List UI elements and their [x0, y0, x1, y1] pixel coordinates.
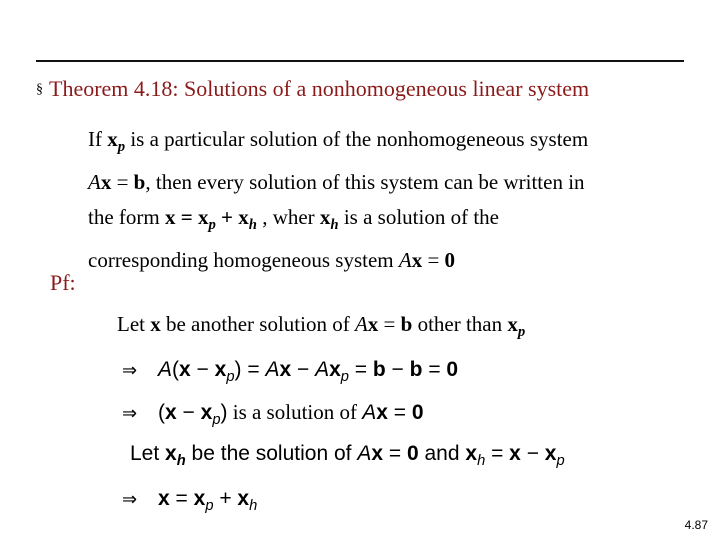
proof-label: Pf: — [50, 270, 76, 295]
statement-text: the form — [88, 205, 165, 230]
math-x: x — [150, 312, 161, 336]
page-number: 4.87 — [684, 518, 708, 532]
proof-text: be the solution of — [185, 442, 358, 465]
math-A: A — [88, 170, 101, 195]
math-Ax-eq-0: Ax = 0 — [357, 442, 419, 465]
math-xp: $x_p$ — [507, 312, 526, 341]
statement-text: , then every solution of this system can be written in — [145, 170, 585, 195]
implies-arrow-icon: ⇒ — [122, 403, 138, 424]
theorem-title-text: Theorem 4.18: Solutions of a nonhomogeneous linear system — [49, 76, 590, 101]
implies-arrow-icon: ⇒ — [122, 489, 138, 510]
math-x: x — [100, 170, 112, 195]
proof-line-1 — [117, 312, 525, 341]
math-Ax-eq-0: Ax = 0 — [362, 401, 424, 424]
statement-text: is a solution of the — [338, 205, 499, 230]
proof-text: is a solution of — [227, 400, 363, 424]
statement-line-2 — [88, 165, 688, 200]
statement-text: If — [88, 127, 108, 151]
proof-equation-3 — [130, 442, 565, 469]
proof-equation-4 — [122, 487, 257, 514]
proof-text: Let — [117, 312, 151, 336]
math-Ax-eq-b: Ax = b — [354, 312, 413, 336]
proof-text: be another solution of — [160, 312, 355, 336]
math-xh: $x_h$ — [319, 205, 339, 234]
theorem-statement — [88, 122, 688, 278]
equation-lhs: $(x - x_p)$ — [158, 401, 228, 429]
math-xh-eq: $x_h = x - x_p$ — [465, 442, 565, 470]
proof-text: and — [418, 442, 466, 465]
proof-text: other than — [412, 312, 508, 336]
math-b: b — [133, 170, 146, 195]
equation-body: $x = x_p + x_h$ — [158, 487, 258, 515]
statement-text: , wher — [256, 205, 320, 230]
math-x-eq: $x = x_p + x_h$ — [164, 205, 257, 234]
math-xp: $x_p$ — [107, 127, 126, 156]
equation-body: $A(x - x_p) = Ax - Ax_p = b - b = 0$ — [158, 358, 459, 386]
proof-equation-2 — [122, 400, 424, 428]
proof-equation-1 — [122, 358, 458, 385]
statement-line-3 — [88, 200, 688, 243]
statement-line-1 — [88, 122, 688, 165]
statement-line-4 — [88, 243, 688, 278]
proof-text: Let — [130, 442, 166, 465]
math-xh: $x_h$ — [165, 442, 186, 470]
statement-text: corresponding homogeneous system — [88, 248, 399, 273]
statement-text: is a particular solution of the nonhomogeneous system — [125, 127, 589, 151]
math-Ax-eq-0: Ax = 0 — [398, 248, 456, 273]
statement-text: = — [111, 170, 134, 195]
implies-arrow-icon: ⇒ — [122, 360, 138, 381]
title-divider — [36, 60, 684, 62]
theorem-title — [36, 76, 589, 102]
section-bullet-icon: § — [36, 82, 43, 97]
